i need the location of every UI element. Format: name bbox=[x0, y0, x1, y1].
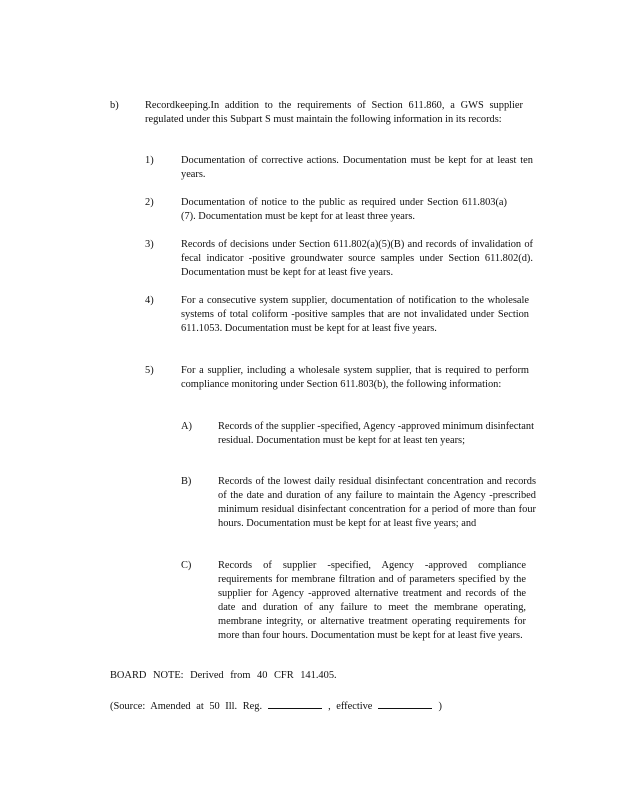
item-text: Records of decisions under Section 611.802(a)(5)(B) and records of invalidation of fecal indicator -positive groundwater source samples under Section 611.802(d). Documentation must be kept for at least five years. bbox=[181, 239, 533, 278]
section-b-marker: b) bbox=[110, 100, 119, 111]
source-prefix: (Source: Amended at 50 Ill. Reg. bbox=[110, 701, 263, 712]
item-text: For a consecutive system supplier, documentation of notification to the wholesale systems of total coliform -positive samples that are not invalidated under Section 611.1053. Documentation must be kept for at least five years. bbox=[181, 295, 529, 334]
sub-item-text: Records of the supplier -specified, Agency -approved minimum disinfectant residual. Documentation must be kept for at least ten years; bbox=[218, 421, 534, 446]
item-text: For a supplier, including a wholesale system supplier, that is required to perform compliance monitoring under Section 611.803(b), the following information: bbox=[181, 365, 529, 390]
item-marker: 2) bbox=[145, 197, 154, 208]
section-b-text: Recordkeeping.In addition to the requirements of Section 611.860, a GWS supplier regulated under this Subpart S must maintain the following information in its records: bbox=[145, 100, 523, 125]
sub-item-text: Records of the lowest daily residual disinfectant concentration and records of the date and duration of any failure to maintain the Agency -prescribed minimum residual disinfectant concentration for a period of more than four hours. Documentation must be kept for at least five years; and bbox=[218, 476, 536, 529]
item-text: Documentation of notice to the public as required under Section 611.803(a)(7). Documentation must be kept for at least three years. bbox=[181, 197, 507, 222]
effective-date-blank bbox=[378, 698, 432, 709]
item-marker: 5) bbox=[145, 365, 154, 376]
sub-item-text: Records of supplier -specified, Agency -approved compliance requirements for membrane filtration and of parameters specified by the supplier for Agency -approved alternative treatment and records of the date and duration of any failure to meet the membrane operating, membrane integrity, or alternative treatment operating requirements for more than four hours. Documentation must be kept for at least five years. bbox=[218, 560, 526, 641]
sub-item-marker: A) bbox=[181, 421, 192, 432]
item-text: Documentation of corrective actions. Documentation must be kept for at least ten years. bbox=[181, 155, 533, 180]
source-middle: , effective bbox=[328, 701, 373, 712]
item-marker: 3) bbox=[145, 239, 154, 250]
board-note: BOARD NOTE: Derived from 40 CFR 141.405. bbox=[110, 670, 337, 681]
sub-item-marker: C) bbox=[181, 560, 192, 571]
item-marker: 1) bbox=[145, 155, 154, 166]
reg-blank bbox=[268, 698, 322, 709]
source-line bbox=[110, 698, 530, 714]
sub-item-marker: B) bbox=[181, 476, 192, 487]
source-suffix: ) bbox=[438, 701, 442, 712]
item-marker: 4) bbox=[145, 295, 154, 306]
